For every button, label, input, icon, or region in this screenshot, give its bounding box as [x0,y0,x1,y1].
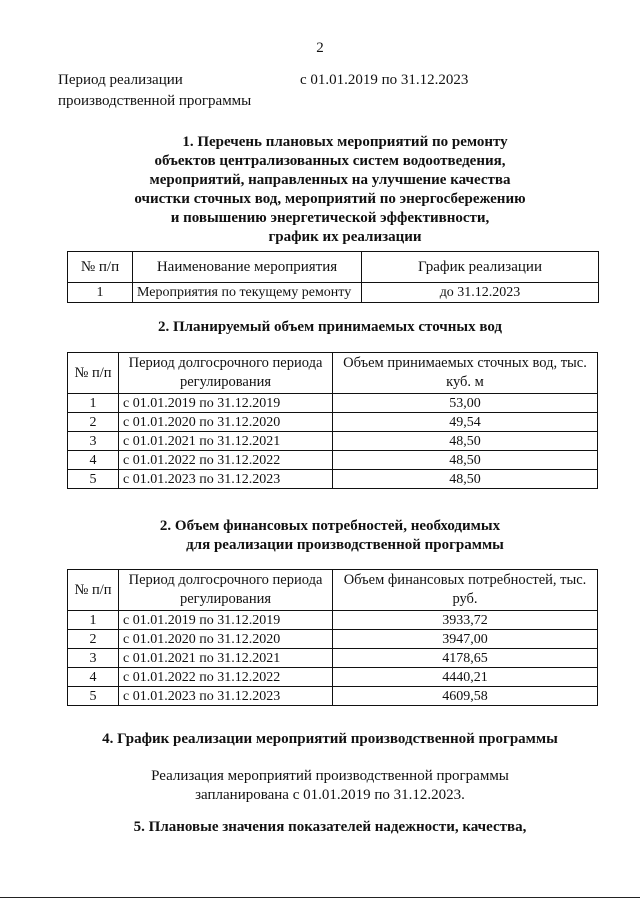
table-cell: 48,50 [333,451,598,470]
table-row [68,432,598,451]
table-cell: 48,50 [333,470,598,489]
financial-needs-table [67,569,598,706]
table-header-cell: Объем финансовых потребностей, тыс. руб. [333,570,598,611]
table-cell: 4178,65 [333,649,598,668]
table-cell: с 01.01.2023 по 31.12.2023 [119,470,333,489]
paragraph-line: Реализация мероприятий производственной программы [151,768,509,784]
paragraph-line: запланирована с 01.01.2019 по 31.12.2023. [195,787,465,803]
table-header-row [68,252,599,283]
table-cell: 1 [68,283,133,303]
section1-heading-line: и повышению энергетической эффективности, [170,210,490,226]
table-cell: с 01.01.2019 по 31.12.2019 [119,611,333,630]
table-header-cell: № п/п [68,353,119,394]
table-cell: 3 [68,649,119,668]
table-cell: с 01.01.2023 по 31.12.2023 [119,687,333,706]
period-label-line1: Период реализации [58,72,183,88]
table-cell: с 01.01.2020 по 31.12.2020 [119,413,333,432]
table-cell: до 31.12.2023 [362,283,599,303]
table-header-cell: График реализации [362,252,599,283]
table-row [68,451,598,470]
table-header-cell: Период долгосрочного периода регулирования [119,353,333,394]
table-cell: 3947,00 [333,630,598,649]
table-cell: 1 [68,394,119,413]
section5-heading: 5. Плановые значения показателей надежности, качества, [133,819,527,835]
table-cell: 4609,58 [333,687,598,706]
section1-heading [60,133,600,247]
table-header-cell: Период долгосрочного периода регулирования [119,570,333,611]
table-header-cell: № п/п [68,570,119,611]
table-header-row [68,570,598,611]
table-header-cell: Наименование мероприятия [133,252,362,283]
period-label-line2: производственной программы [58,93,252,109]
wastewater-volume-table [67,352,598,489]
table-cell: 48,50 [333,432,598,451]
table-row [68,649,598,668]
table-cell: 4440,21 [333,668,598,687]
table-row [68,413,598,432]
page-edge-line [0,897,640,898]
table-cell: 1 [68,611,119,630]
table-row [68,668,598,687]
table-cell: 3933,72 [333,611,598,630]
table-cell: 2 [68,630,119,649]
section4-heading: 4. График реализации мероприятий производственной программы [102,731,558,747]
section1-heading-line: 1. Перечень плановых мероприятий по ремонту [182,134,508,150]
table-row [68,630,598,649]
table-cell: 3 [68,432,119,451]
table-cell: 4 [68,668,119,687]
table-cell: с 01.01.2021 по 31.12.2021 [119,649,333,668]
table-cell: с 01.01.2020 по 31.12.2020 [119,630,333,649]
section1-heading-line: график их реализации [268,229,422,245]
section1-heading-line: объектов централизованных систем водоотведения, [154,153,506,169]
table-row [68,611,598,630]
table-cell: 49,54 [333,413,598,432]
section4-paragraph [60,767,600,805]
table-cell: с 01.01.2022 по 31.12.2022 [119,451,333,470]
section3-heading-line: для реализации производственной программы [186,537,504,553]
table-header-cell: № п/п [68,252,133,283]
activities-table [67,251,599,303]
section3-heading-line: 2. Объем финансовых потребностей, необходимых [159,518,501,534]
section1-heading-line: мероприятий, направленных на улучшение качества [149,172,511,188]
table-cell: 5 [68,470,119,489]
table-cell: 53,00 [333,394,598,413]
table-cell: 5 [68,687,119,706]
table-row [68,687,598,706]
section1-heading-line: очистки сточных вод, мероприятий по энергосбережению [134,191,526,207]
table-cell: с 01.01.2022 по 31.12.2022 [119,668,333,687]
section3-heading [60,517,600,555]
period-label [58,70,251,112]
table-cell: 4 [68,451,119,470]
table-cell: Мероприятия по текущему ремонту [133,283,362,303]
table-row [68,283,599,303]
table-row [68,470,598,489]
table-cell: 2 [68,413,119,432]
table-cell: с 01.01.2019 по 31.12.2019 [119,394,333,413]
table-header-cell: Объем принимаемых сточных вод, тыс. куб. м [333,353,598,394]
table-cell: с 01.01.2021 по 31.12.2021 [119,432,333,451]
period-value: с 01.01.2019 по 31.12.2023 [300,72,469,88]
table-row [68,394,598,413]
section2-heading: 2. Планируемый объем принимаемых сточных вод [157,319,503,335]
table-header-row [68,353,598,394]
page-number: 2 [316,40,324,56]
